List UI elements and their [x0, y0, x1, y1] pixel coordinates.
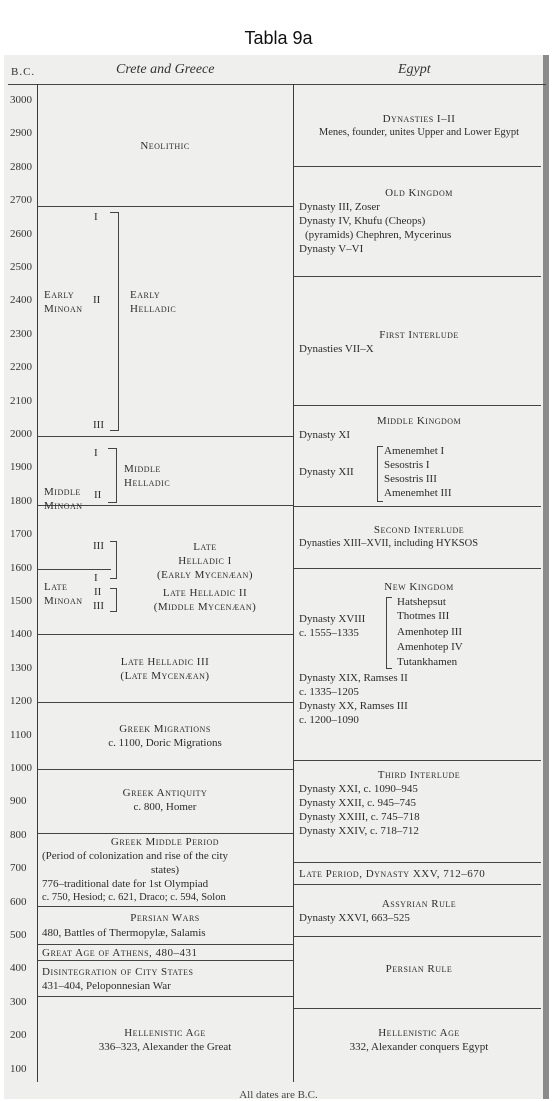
- greece-rule: [37, 569, 111, 570]
- egypt-rule: [293, 760, 541, 761]
- new-kingdom-dynasty-xviii: Dynasty XVIII: [299, 613, 366, 625]
- date-tick-label: 1500: [10, 595, 32, 607]
- date-tick-label: 2500: [10, 261, 32, 273]
- new-kingdom-dynasty-xx: Dynasty XX, Ramses III: [299, 700, 408, 712]
- assyrian-rule-title: Assyrian Rule: [381, 898, 457, 910]
- middle-kingdom-dynasty-xii: Dynasty XII: [299, 466, 354, 478]
- early-helladic-line1: Early: [130, 289, 161, 301]
- late-helladic-iii-line1: Late Helladic III: [120, 656, 210, 668]
- hellenistic-age-egypt-detail: 332, Alexander conquers Egypt: [349, 1041, 489, 1053]
- early-brace: [110, 212, 119, 431]
- middle-brace: [108, 448, 117, 503]
- middle-iii: III: [93, 540, 104, 552]
- greece-rule: [37, 960, 293, 961]
- greek-middle-period-line4: 776–traditional date for 1st Olympiad: [42, 878, 209, 890]
- third-interlude-line4: Dynasty XXIII, c. 745–718: [299, 811, 420, 823]
- egypt-rule: [293, 936, 541, 937]
- egypt-rule: [293, 884, 541, 885]
- date-tick-label: 2800: [10, 160, 32, 173]
- late-minoan-line1: Late: [44, 581, 68, 593]
- greece-rule: [37, 769, 293, 770]
- third-interlude-line3: Dynasty XXII, c. 945–745: [299, 797, 417, 809]
- late-i: I: [94, 572, 98, 584]
- date-tick-label: 800: [10, 828, 27, 841]
- new-kingdom-title: New Kingdom: [384, 581, 454, 593]
- dynasties-i-ii-title: Dynasties I–II: [382, 113, 456, 125]
- date-tick-label: 600: [10, 895, 27, 908]
- middle-ii: II: [94, 489, 102, 501]
- late-ii-brace: [110, 588, 117, 612]
- ruler-amenemhet-iii: Amenemhet III: [384, 487, 452, 499]
- date-tick-label: 1100: [10, 728, 32, 741]
- greek-middle-period-line3: states): [150, 864, 180, 876]
- third-interlude-title: Third Interlude: [377, 769, 461, 781]
- greek-middle-period-line2: (Period of colonization and rise of the city: [42, 850, 229, 862]
- date-tick-label: 500: [10, 929, 27, 941]
- middle-kingdom-dynasty-xi: Dynasty XI: [299, 429, 351, 441]
- assyrian-rule-detail: Dynasty XXVI, 663–525: [299, 912, 410, 924]
- middle-kingdom-title: Middle Kingdom: [376, 415, 462, 427]
- hellenistic-age-egypt-title: Hellenistic Age: [378, 1027, 460, 1039]
- late-period: Late Period, Dynasty XXV, 712–670: [299, 868, 486, 880]
- date-tick-label: 1400: [10, 628, 32, 641]
- ruler-amenemhet-i: Amenemhet I: [384, 445, 445, 457]
- old-kingdom-line3: Dynasty IV, Khufu (Cheops): [299, 215, 426, 227]
- period-neolithic: Neolithic: [140, 140, 190, 152]
- late-ii: II: [94, 586, 102, 598]
- early-ii: II: [93, 294, 101, 306]
- ruler-sesostris-i: Sesostris I: [384, 459, 430, 471]
- greek-antiquity-title: Greek Antiquity: [122, 787, 208, 799]
- greece-rule: [37, 833, 293, 834]
- date-tick-label: 2600: [10, 227, 32, 240]
- date-tick-label: 1700: [10, 528, 32, 541]
- greece-rule: [37, 206, 293, 207]
- middle-i: I: [94, 447, 98, 459]
- date-tick-label: 2200: [10, 361, 32, 374]
- second-interlude-title: Second Interlude: [373, 524, 465, 536]
- late-helladic-iii-line2: (Late Mycenæan): [120, 670, 210, 682]
- late-helladic-i-line3: (Early Mycenæan): [157, 569, 253, 581]
- late-helladic-ii-line2: (Middle Mycenæan): [153, 601, 257, 613]
- third-interlude-line5: Dynasty XXIV, c. 718–712: [299, 825, 419, 837]
- old-kingdom-line2: Dynasty III, Zoser: [299, 201, 380, 213]
- date-tick-label: 700: [10, 862, 27, 875]
- middle-minoan-line2: Minoan: [44, 500, 83, 512]
- late-iii-brace: [110, 541, 117, 579]
- greek-middle-period-title: Greek Middle Period: [110, 836, 220, 848]
- ruler-tutankhamen: Tutankhamen: [397, 656, 458, 668]
- disintegration-detail: 431–404, Peloponnesian War: [42, 980, 171, 992]
- persian-wars-detail: 480, Battles of Thermopylæ, Salamis: [42, 927, 206, 939]
- greek-middle-period-line5: c. 750, Hesiod; c. 621, Draco; c. 594, Solon: [42, 892, 226, 903]
- second-interlude-detail: Dynasties XIII–XVII, including HYKSOS: [299, 538, 479, 549]
- first-interlude-detail: Dynasties VII–X: [299, 343, 374, 355]
- date-tick-label: 1000: [10, 762, 32, 774]
- late-iii: III: [93, 600, 104, 612]
- greece-rule: [37, 634, 293, 635]
- old-kingdom-line5: Dynasty V–VI: [299, 243, 364, 255]
- greece-rule: [37, 906, 293, 907]
- ruler-hatshepsut: Hatshepsut: [397, 596, 446, 608]
- new-kingdom-dynasty-xviii-dates: c. 1555–1335: [299, 627, 359, 639]
- date-tick-label: 2900: [10, 127, 32, 140]
- early-helladic-line2: Helladic: [130, 303, 177, 315]
- ruler-amenhotep-iv: Amenhotep IV: [397, 641, 463, 653]
- early-i: I: [94, 211, 98, 223]
- header-rule: [8, 84, 546, 85]
- middle-helladic-line2: Helladic: [124, 477, 171, 489]
- date-tick-label: 200: [10, 1029, 27, 1042]
- first-interlude-title: First Interlude: [379, 329, 459, 341]
- date-tick-label: 1200: [10, 695, 32, 708]
- greece-rule: [37, 944, 293, 945]
- late-helladic-i-line1: Late: [193, 541, 217, 553]
- new-kingdom-dynasty-xx-dates: c. 1200–1090: [299, 714, 359, 726]
- date-tick-label: 2700: [10, 194, 32, 207]
- date-tick-label: 300: [10, 995, 27, 1008]
- date-tick-label: 1900: [10, 461, 32, 474]
- greece-rule: [37, 996, 293, 997]
- greek-migrations-title: Greek Migrations: [119, 723, 211, 735]
- date-tick-label: 1800: [10, 494, 32, 507]
- old-kingdom-line4: (pyramids) Chephren, Mycerinus: [305, 229, 452, 241]
- ruler-sesostris-iii: Sesostris III: [384, 473, 437, 485]
- header-bc: B.C.: [11, 66, 36, 78]
- persian-wars-title: Persian Wars: [130, 912, 200, 924]
- date-tick-label: 1600: [10, 561, 32, 574]
- great-age-athens: Great Age of Athens, 480–431: [42, 947, 198, 959]
- hellenistic-age-greece-detail: 336–323, Alexander the Great: [98, 1041, 232, 1053]
- header-egypt: Egypt: [398, 62, 431, 77]
- date-tick-label: 3000: [10, 94, 32, 106]
- date-tick-label: 2100: [10, 394, 32, 407]
- ruler-amenhotep-iii: Amenhotep III: [397, 626, 463, 638]
- late-helladic-i-line2: Helladic I: [178, 555, 232, 567]
- dynasties-i-ii-detail: Menes, founder, unites Upper and Lower Egypt: [318, 127, 520, 138]
- date-tick-label: 2400: [10, 294, 32, 307]
- page-title: Tabla 9a: [244, 28, 313, 48]
- greece-rule: [37, 436, 293, 437]
- early-iii: III: [93, 419, 104, 431]
- dynasty-xviii-brace: [386, 597, 392, 669]
- late-helladic-ii-line1: Late Helladic II: [162, 587, 248, 599]
- date-tick-label: 1300: [10, 661, 32, 674]
- middle-helladic-line1: Middle: [124, 463, 161, 475]
- old-kingdom-title: Old Kingdom: [385, 187, 453, 199]
- date-tick-label: 100: [10, 1062, 27, 1075]
- egypt-rule: [293, 568, 541, 569]
- greek-antiquity-detail: c. 800, Homer: [133, 801, 197, 813]
- header-crete-greece: Crete and Greece: [116, 62, 215, 77]
- early-minoan-line2: Minoan: [44, 303, 83, 315]
- footer-note: All dates are B.C.: [239, 1089, 318, 1101]
- middle-minoan-line1: Middle: [44, 486, 81, 498]
- date-tick-label: 400: [10, 962, 27, 975]
- date-axis-line: [37, 84, 38, 1082]
- egypt-rule: [293, 1008, 541, 1009]
- new-kingdom-dynasty-xix: Dynasty XIX, Ramses II: [299, 672, 408, 684]
- date-tick-label: 2300: [10, 327, 32, 340]
- hellenistic-age-greece-title: Hellenistic Age: [124, 1027, 206, 1039]
- egypt-rule: [293, 166, 541, 167]
- early-minoan-line1: Early: [44, 289, 75, 301]
- date-tick-label: 900: [10, 795, 27, 808]
- third-interlude-line2: Dynasty XXI, c. 1090–945: [299, 783, 418, 795]
- greek-migrations-detail: c. 1100, Doric Migrations: [108, 737, 222, 749]
- scanned-table: [4, 55, 549, 1099]
- ruler-thotmes-iii: Thotmes III: [397, 610, 450, 622]
- new-kingdom-dynasty-xix-dates: c. 1335–1205: [299, 686, 359, 698]
- dynasty-xii-brace: [377, 446, 383, 502]
- egypt-rule: [293, 276, 541, 277]
- egypt-rule: [293, 405, 541, 406]
- late-minoan-line2: Minoan: [44, 595, 83, 607]
- persian-rule: Persian Rule: [385, 963, 453, 975]
- greece-rule: [37, 702, 293, 703]
- disintegration-title: Disintegration of City States: [42, 966, 194, 978]
- egypt-rule: [293, 506, 541, 507]
- egypt-rule: [293, 862, 541, 863]
- date-tick-label: 2000: [10, 428, 32, 440]
